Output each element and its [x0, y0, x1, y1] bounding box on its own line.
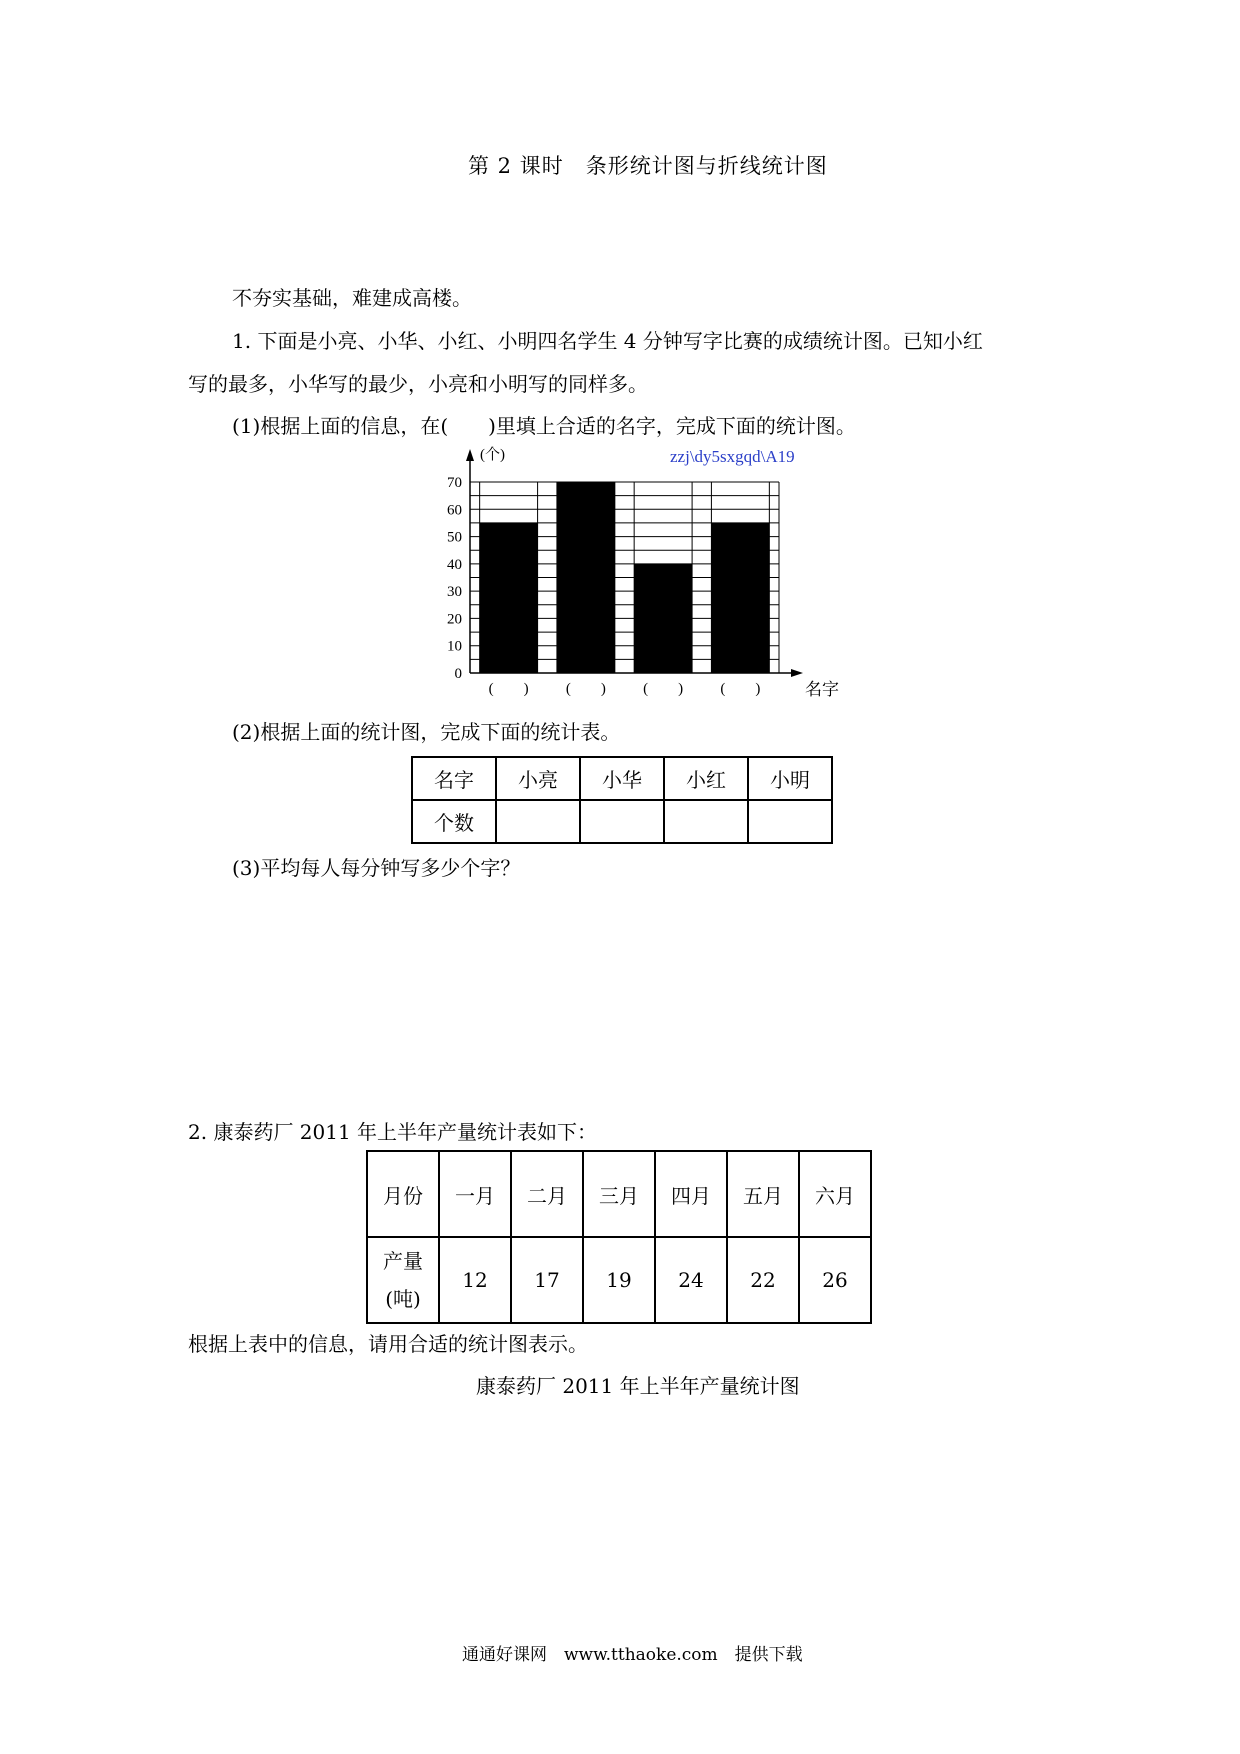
table-cell: 24: [655, 1237, 727, 1323]
q1-sub3: (3)平均每人每分钟写多少个字？: [232, 856, 521, 880]
bar: [480, 523, 538, 673]
x-category-label: ( ): [720, 681, 761, 697]
q2-instruction: 根据上表中的信息，请用合适的统计图表示。: [188, 1332, 588, 1356]
q1-text-line2: 写的最多，小华写的最少，小亮和小明写的同样多。: [188, 372, 648, 396]
table-header-row: [412, 757, 832, 800]
chart-watermark: zzj\dy5sxgqd\A19: [670, 447, 795, 466]
chart-y-unit: (个): [480, 447, 505, 463]
table-blank-cell: [664, 800, 748, 843]
page-title: 第 2 课时 条形统计图与折线统计图: [468, 154, 828, 178]
table-cell: 12: [439, 1237, 511, 1323]
x-category-label: ( ): [565, 681, 606, 697]
q1-sub2: (2)根据上面的统计图，完成下面的统计表。: [232, 720, 621, 744]
table-header-cell: 小亮: [496, 757, 580, 800]
y-tick-label: 70: [447, 475, 462, 491]
x-category-label: ( ): [643, 681, 684, 697]
table-cell: 17: [511, 1237, 583, 1323]
q1-text-line1: 1. 下面是小亮、小华、小红、小明四名学生 4 分钟写字比赛的成绩统计图。已知小红: [232, 329, 983, 353]
x-axis-arrow: [791, 669, 803, 677]
bar: [711, 523, 769, 673]
table-row: [412, 800, 832, 843]
y-tick-label: 0: [454, 666, 462, 682]
table-header-cell: 六月: [799, 1151, 871, 1237]
y-tick-label: 50: [447, 529, 462, 546]
y-tick-label: 20: [447, 611, 462, 628]
table-header-cell: 二月: [511, 1151, 583, 1237]
y-axis-arrow: [466, 449, 474, 461]
chart-x-axis-label: 名字: [805, 680, 839, 699]
y-tick-label: 10: [447, 638, 462, 655]
bar: [557, 482, 615, 673]
table-header-cell: 小红: [664, 757, 748, 800]
table-row-label: 个数: [412, 800, 496, 843]
table-header-row: [367, 1151, 871, 1237]
table-blank-cell: [580, 800, 664, 843]
table-header-cell: 小华: [580, 757, 664, 800]
bar-chart: [425, 445, 855, 710]
bar: [634, 564, 692, 673]
q2-production-table: [366, 1150, 872, 1324]
table-header-cell: 小明: [748, 757, 832, 800]
motto: 不夯实基础，难建成高楼。: [232, 286, 472, 310]
table-cell: 22: [727, 1237, 799, 1323]
table-row: [367, 1237, 871, 1323]
page-footer: 通通好课网 www.tthaoke.com 提供下载: [462, 1645, 803, 1665]
chart-y-ticks: [447, 475, 462, 682]
table-header-cell: 五月: [727, 1151, 799, 1237]
table-header-cell: 三月: [583, 1151, 655, 1237]
chart-category-labels: [489, 681, 761, 697]
q1-stats-table: [411, 756, 833, 844]
row-label-line1: 产量: [383, 1249, 423, 1273]
table-header-cell: 一月: [439, 1151, 511, 1237]
y-tick-label: 40: [447, 556, 462, 573]
row-label-line2: (吨): [385, 1287, 421, 1311]
q1-sub1: (1)根据上面的信息，在( )里填上合适的名字，完成下面的统计图。: [232, 414, 856, 438]
q2-intro: 2. 康泰药厂 2011 年上半年产量统计表如下：: [188, 1120, 598, 1144]
table-cell: 26: [799, 1237, 871, 1323]
q2-chart-title: 康泰药厂 2011 年上半年产量统计图: [476, 1374, 800, 1398]
table-blank-cell: [496, 800, 580, 843]
y-tick-label: 30: [447, 584, 462, 601]
table-header-cell: 名字: [412, 757, 496, 800]
table-header-cell: 四月: [655, 1151, 727, 1237]
x-category-label: ( ): [488, 681, 529, 697]
table-blank-cell: [748, 800, 832, 843]
table-row-label: [367, 1237, 439, 1323]
table-header-cell: 月份: [367, 1151, 439, 1237]
table-cell: 19: [583, 1237, 655, 1323]
y-tick-label: 60: [447, 502, 462, 519]
